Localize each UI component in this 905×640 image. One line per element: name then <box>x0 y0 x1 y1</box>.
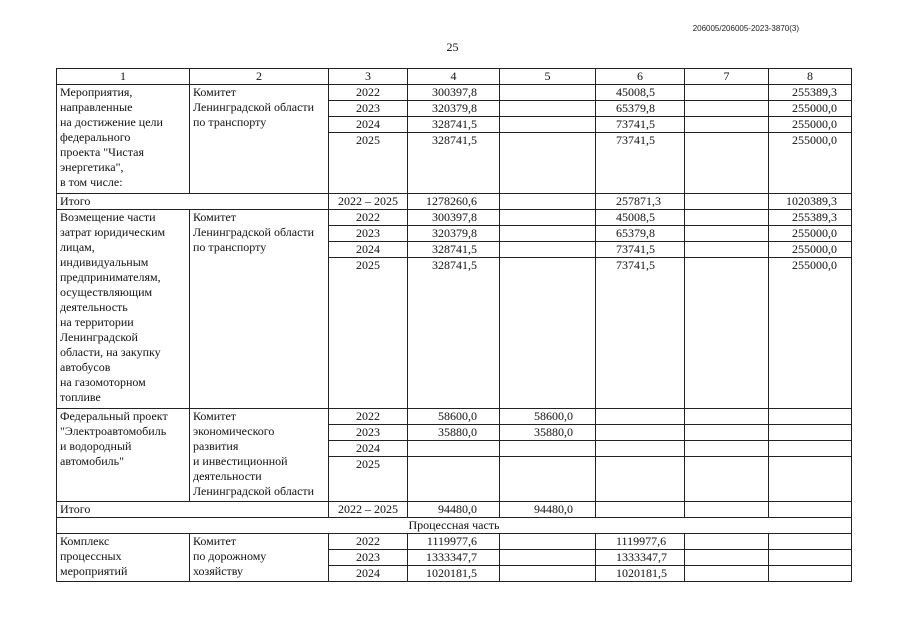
value-cell: 328741,5 <box>408 242 500 258</box>
value-cell <box>685 457 769 502</box>
year-cell: 2023 <box>329 226 408 242</box>
value-cell: 255000,0 <box>769 258 852 409</box>
value-cell <box>500 566 596 582</box>
year-cell: 2022 <box>329 85 408 101</box>
value-cell: 320379,8 <box>408 226 500 242</box>
value-cell: 73741,5 <box>596 117 685 133</box>
value-cell <box>500 85 596 101</box>
activity-name: Федеральный проект "Электроавтомобиль и водородный автомобиль" <box>57 409 190 502</box>
value-cell <box>408 457 500 502</box>
value-cell <box>685 425 769 441</box>
value-cell: 1333347,7 <box>408 550 500 566</box>
value-cell: 1278260,6 <box>408 194 500 210</box>
value-cell: 1119977,6 <box>596 534 685 550</box>
value-cell <box>685 133 769 194</box>
executor: Комитет по дорожному хозяйству <box>190 534 329 582</box>
value-cell <box>685 85 769 101</box>
executor: Комитет Ленинградской области по транспорту <box>190 210 329 409</box>
value-cell <box>500 457 596 502</box>
executor: Комитет экономического развития и инвестиционной деятельности Ленинградской области <box>190 409 329 502</box>
value-cell: 58600,0 <box>500 409 596 425</box>
header-cell: 3 <box>329 69 408 85</box>
header-cell: 1 <box>57 69 190 85</box>
value-cell: 320379,8 <box>408 101 500 117</box>
value-cell <box>596 441 685 457</box>
header-cell: 4 <box>408 69 500 85</box>
value-cell: 65379,8 <box>596 101 685 117</box>
value-cell <box>500 550 596 566</box>
value-cell <box>500 258 596 409</box>
year-range: 2022 – 2025 <box>329 194 408 210</box>
header-cell: 2 <box>190 69 329 85</box>
value-cell <box>769 425 852 441</box>
value-cell <box>596 425 685 441</box>
executor: Комитет Ленинградской области по транспорту <box>190 85 329 194</box>
value-cell <box>596 457 685 502</box>
total-label: Итого <box>57 502 329 518</box>
value-cell: 45008,5 <box>596 85 685 101</box>
value-cell <box>500 101 596 117</box>
value-cell <box>685 226 769 242</box>
value-cell <box>685 194 769 210</box>
value-cell <box>500 117 596 133</box>
value-cell <box>685 502 769 518</box>
year-cell: 2024 <box>329 242 408 258</box>
year-cell: 2023 <box>329 550 408 566</box>
year-cell: 2022 <box>329 534 408 550</box>
value-cell: 1020389,3 <box>769 194 852 210</box>
year-range: 2022 – 2025 <box>329 502 408 518</box>
value-cell: 58600,0 <box>408 409 500 425</box>
value-cell <box>769 457 852 502</box>
year-cell: 2022 <box>329 210 408 226</box>
value-cell <box>769 409 852 425</box>
value-cell: 328741,5 <box>408 117 500 133</box>
value-cell: 35880,0 <box>500 425 596 441</box>
value-cell <box>500 242 596 258</box>
value-cell: 35880,0 <box>408 425 500 441</box>
page-number: 25 <box>446 40 459 54</box>
value-cell <box>596 409 685 425</box>
value-cell: 300397,8 <box>408 85 500 101</box>
value-cell: 94480,0 <box>408 502 500 518</box>
year-cell: 2024 <box>329 566 408 582</box>
value-cell: 328741,5 <box>408 258 500 409</box>
value-cell: 65379,8 <box>596 226 685 242</box>
value-cell <box>500 194 596 210</box>
value-cell <box>769 566 852 582</box>
table-row <box>57 534 852 550</box>
table-row <box>57 85 852 101</box>
year-cell: 2023 <box>329 425 408 441</box>
section-title: Процессная часть <box>57 518 852 534</box>
value-cell: 94480,0 <box>500 502 596 518</box>
value-cell <box>500 210 596 226</box>
total-row <box>57 194 852 210</box>
value-cell <box>685 101 769 117</box>
value-cell: 255389,3 <box>769 85 852 101</box>
value-cell <box>500 534 596 550</box>
value-cell: 255000,0 <box>769 242 852 258</box>
value-cell: 328741,5 <box>408 133 500 194</box>
value-cell: 255000,0 <box>769 117 852 133</box>
year-cell: 2025 <box>329 457 408 502</box>
header-cell: 5 <box>500 69 596 85</box>
year-cell: 2022 <box>329 409 408 425</box>
section-row <box>57 518 852 534</box>
year-cell: 2025 <box>329 133 408 194</box>
total-label: Итого <box>57 194 329 210</box>
header-cell: 8 <box>769 69 852 85</box>
value-cell: 73741,5 <box>596 133 685 194</box>
value-cell: 300397,8 <box>408 210 500 226</box>
value-cell <box>685 242 769 258</box>
value-cell <box>685 117 769 133</box>
value-cell: 1333347,7 <box>596 550 685 566</box>
value-cell <box>685 441 769 457</box>
value-cell: 1020181,5 <box>596 566 685 582</box>
value-cell: 255389,3 <box>769 210 852 226</box>
value-cell: 255000,0 <box>769 133 852 194</box>
table-row <box>57 409 852 425</box>
activity-name: Возмещение части затрат юридическим лицам, индивидуальным предпринимателям, осуществляющим деятельность на территории Ленинградской области, на закупку автобусов на газомоторном топливе <box>57 210 190 409</box>
value-cell: 1020181,5 <box>408 566 500 582</box>
value-cell <box>685 550 769 566</box>
value-cell: 255000,0 <box>769 226 852 242</box>
activity-name: Мероприятия, направленные на достижение цели федерального проекта "Чистая энергетика", в том числе: <box>57 85 190 194</box>
value-cell <box>769 550 852 566</box>
value-cell: 255000,0 <box>769 101 852 117</box>
year-cell: 2023 <box>329 101 408 117</box>
value-cell: 73741,5 <box>596 258 685 409</box>
header-cell: 7 <box>685 69 769 85</box>
table-row <box>57 210 852 226</box>
activity-name: Комплекс процессных мероприятий <box>57 534 190 582</box>
year-cell: 2024 <box>329 117 408 133</box>
header-row <box>57 69 852 85</box>
value-cell <box>596 502 685 518</box>
budget-table <box>56 68 852 582</box>
value-cell <box>769 502 852 518</box>
value-cell <box>685 409 769 425</box>
value-cell <box>500 441 596 457</box>
year-cell: 2024 <box>329 441 408 457</box>
value-cell <box>769 441 852 457</box>
value-cell <box>769 534 852 550</box>
header-cell: 6 <box>596 69 685 85</box>
value-cell <box>685 566 769 582</box>
value-cell: 1119977,6 <box>408 534 500 550</box>
value-cell <box>685 258 769 409</box>
value-cell: 257871,3 <box>596 194 685 210</box>
value-cell <box>500 133 596 194</box>
value-cell: 45008,5 <box>596 210 685 226</box>
value-cell <box>685 534 769 550</box>
total-row <box>57 502 852 518</box>
value-cell: 73741,5 <box>596 242 685 258</box>
value-cell <box>408 441 500 457</box>
value-cell <box>685 210 769 226</box>
value-cell <box>500 226 596 242</box>
year-cell: 2025 <box>329 258 408 409</box>
document-id: 206005/206005-2023-3870(3) <box>692 24 799 33</box>
